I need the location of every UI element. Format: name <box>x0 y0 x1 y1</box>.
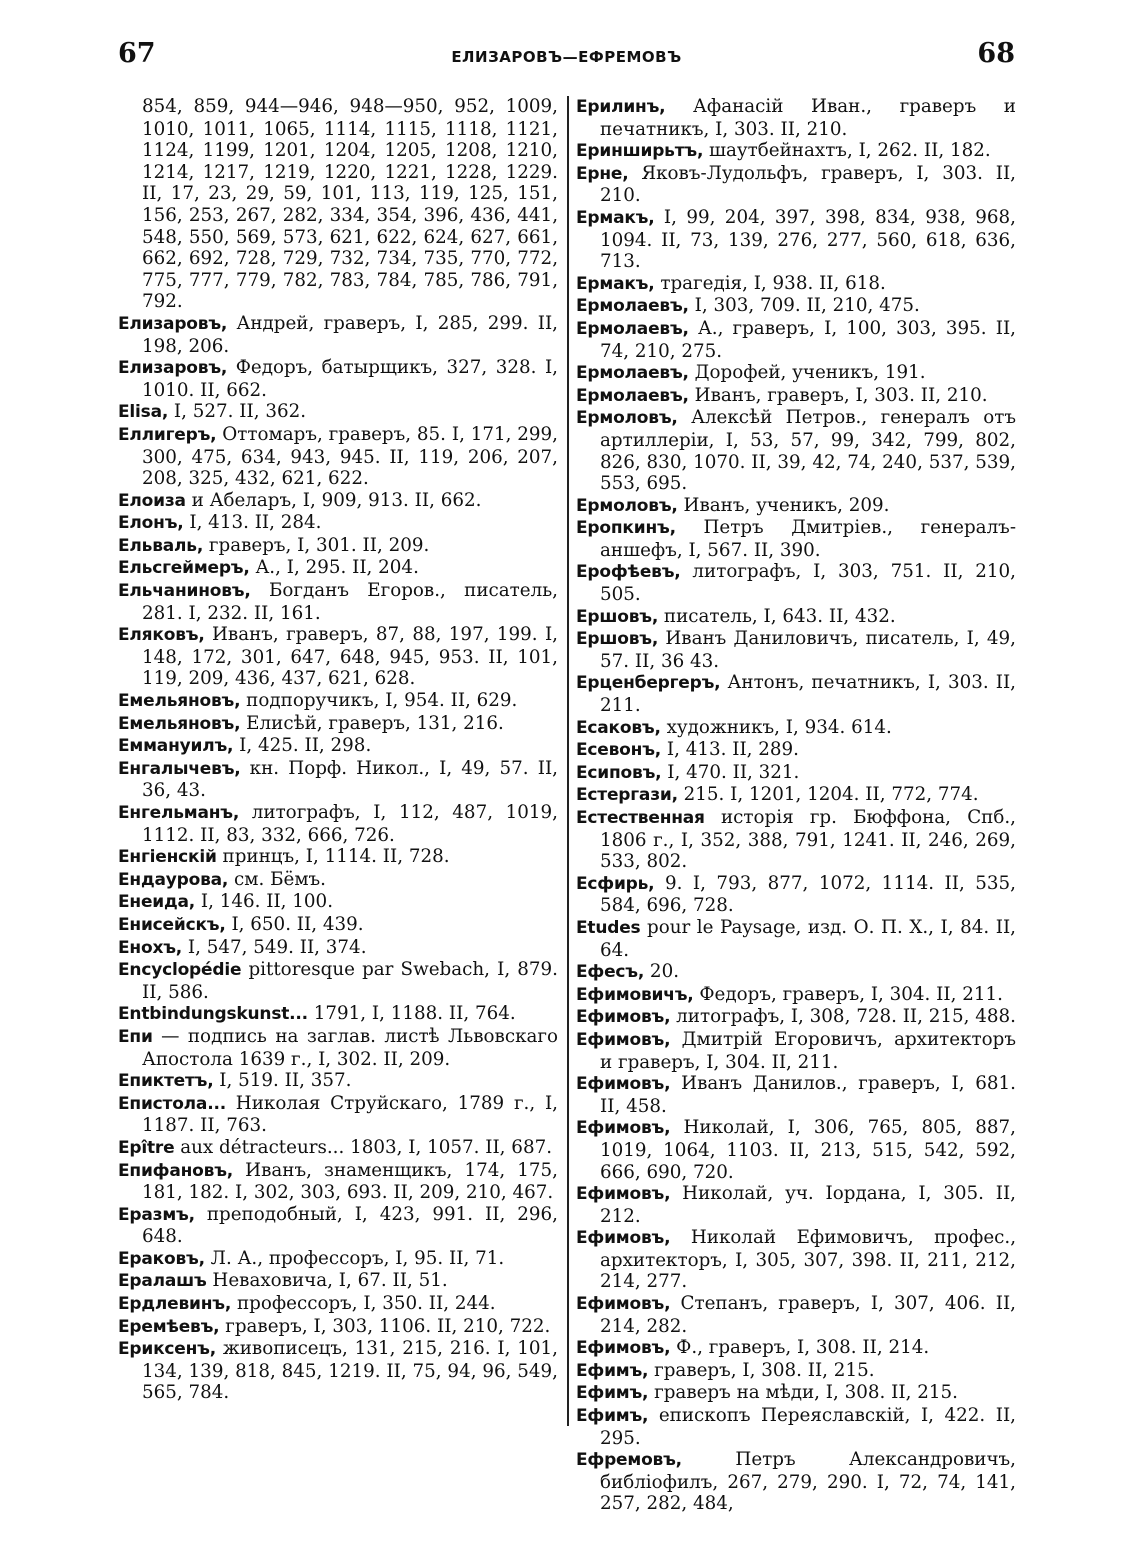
entry-headword: Ефесъ, <box>576 962 645 983</box>
index-entry <box>576 273 1016 296</box>
index-entry <box>576 1006 1016 1029</box>
entry-text: литографъ, I, 308, 728. II, 215, 488. <box>670 1006 1016 1028</box>
entry-headword: Естественная <box>576 808 705 828</box>
index-entry <box>576 362 1016 385</box>
entry-text: Степанъ, граверъ, I, 307, 406. II, 214, 282. <box>600 1293 1016 1337</box>
entry-headword: Есевонъ, <box>576 740 662 761</box>
entry-headword: Епиктетъ, <box>118 1071 214 1092</box>
entry-text: трагедія, I, 938. II, 618. <box>654 272 886 294</box>
index-entry <box>576 96 1016 140</box>
index-entry <box>118 891 558 914</box>
entry-text: Петръ Дмитріев., генералъ-аншефъ, I, 567. II, 390. <box>600 517 1016 561</box>
entry-headword: Епистола... <box>118 1093 226 1114</box>
entry-text: граверъ на мѣди, I, 308. II, 215. <box>648 1382 958 1404</box>
index-entry <box>118 535 558 558</box>
entry-text: I, 470. II, 321. <box>661 761 800 783</box>
entry-text: Дмитрій Егоровичъ, архитекторъ и граверъ, I, 304. II, 211. <box>600 1028 1016 1073</box>
entry-text: 854, 859, 944—946, 948—950, 952, 1009, 1010, 1011, 1065, 1114, 1115, 1118, 1121, 1124, 1199, 1201, 1204, 1205, 1208, 1210, 1214, 1217, 1219, 1220, 1221, 1228, 1229. II, 17, 23, 29, 59, 101, 113, 119, 125, 151, 156, 253, 267, 282, 334, 354, 396, 436, 441, 548, 550, 569, 573, 621, 622, 624, 627, 661, 662, 692, 728, 729, 732, 734, 735, 770, 772, 775, 777, 779, 782, 783, 784, 785, 786, 791, 792. <box>142 96 558 313</box>
index-entry <box>576 1449 1016 1515</box>
entry-headword: Ефимовъ, <box>576 1074 671 1095</box>
entry-headword: Ефимовъ, <box>576 1338 671 1359</box>
entry-text: граверъ, I, 303, 1106. II, 210, 722. <box>219 1315 551 1337</box>
entry-text: А., I, 295. II, 204. <box>249 557 419 579</box>
entry-headword: Ерценбергеръ, <box>576 673 721 694</box>
entry-text: Неваховича, I, 67. II, 51. <box>206 1270 448 1292</box>
index-entry <box>118 1204 558 1248</box>
index-entry <box>576 207 1016 273</box>
entry-headword: Ермолаевъ, <box>576 318 689 339</box>
index-entry <box>576 1227 1016 1293</box>
index-entry <box>576 1073 1016 1117</box>
index-entry <box>576 762 1016 785</box>
entry-text: А., граверъ, I, 100, 303, 395. II, 74, 210, 275. <box>600 317 1016 362</box>
index-entry <box>118 937 558 960</box>
entry-headword: Ермолаевъ, <box>576 296 689 317</box>
index-entry <box>576 407 1016 494</box>
entry-text: Иванъ Данилов., граверъ, I, 681. II, 458. <box>600 1073 1016 1117</box>
index-entry <box>118 1160 558 1204</box>
entry-text: I, 519. II, 357. <box>213 1070 352 1092</box>
entry-text: 215. I, 1201, 1204. II, 772, 774. <box>677 784 979 806</box>
entry-text: Иванъ Даниловичъ, писатель, I, 49, 57. II, 36 43. <box>600 628 1016 672</box>
index-entry <box>576 628 1016 672</box>
column-divider <box>567 96 569 1426</box>
index-entry <box>118 1316 558 1339</box>
index-entry <box>576 1293 1016 1337</box>
entry-text: I, 303, 709. II, 210, 475. <box>688 295 920 317</box>
entry-headword: Ефимъ, <box>576 1406 649 1427</box>
index-entry <box>576 873 1016 917</box>
entry-text: I, 413. II, 284. <box>183 512 322 534</box>
entry-text: I, 650. II, 439. <box>225 913 364 935</box>
entry-headword: Еллигеръ, <box>118 424 217 445</box>
entry-headword: Емельяновъ, <box>118 691 241 712</box>
entry-headword: Ендаурова, <box>118 869 229 890</box>
entry-text: Николай, I, 306, 765, 805, 887, 1019, 1064, 1103. II, 213, 515, 542, 592, 666, 690, 720. <box>600 1117 1016 1183</box>
index-entry <box>118 580 558 624</box>
entry-text: Николая Струйскаго, 1789 г., I, 1187. II, 763. <box>142 1092 558 1137</box>
entry-text: преподобный, I, 423, 991. II, 296, 648. <box>142 1203 558 1248</box>
entry-headword: Ершовъ, <box>576 606 659 627</box>
entry-text: исторія гр. Бюффона, Спб., 1806 г., I, 352, 388, 791, 1241. II, 246, 269, 533, 802. <box>600 807 1016 873</box>
entry-text: 1791, I, 1188. II, 764. <box>307 1003 516 1025</box>
entry-text: Антонъ, печатникъ, I, 303. II, 211. <box>600 672 1016 717</box>
entry-text: Оттомаръ, граверъ, 85. I, 171, 299, 300, 475, 634, 943, 945. II, 119, 206, 207, 208, 325, 432, 621, 622. <box>142 423 558 490</box>
entry-text: Иванъ, граверъ, 87, 88, 197, 199. I, 148, 172, 301, 647, 648, 945, 953. II, 101, 119, 209, 436, 437, 621, 628. <box>142 624 558 690</box>
entry-headword: Елонъ, <box>118 513 184 534</box>
entry-text: принцъ, I, 1114. II, 728. <box>216 846 450 868</box>
index-entry <box>118 1093 558 1137</box>
index-entry <box>576 1183 1016 1227</box>
entry-text: живописецъ, 131, 215, 216. I, 101, 134, 139, 818, 845, 1219. II, 75, 94, 96, 549, 565, 784. <box>142 1338 558 1404</box>
entry-headword: Ерилинъ, <box>576 97 666 117</box>
entry-headword: Elisa, <box>118 402 169 423</box>
entry-text: I, 99, 204, 397, 398, 834, 938, 968, 1094. II, 73, 139, 276, 277, 560, 618, 636, 713. <box>600 206 1016 273</box>
index-entry <box>576 961 1016 984</box>
entry-headword: Ерофѣевъ, <box>576 562 681 583</box>
entry-text: I, 425. II, 298. <box>233 735 372 757</box>
index-entry <box>576 561 1016 605</box>
index-entry <box>118 1003 558 1026</box>
entry-headword: Естергази, <box>576 785 678 806</box>
entry-text: шаутбейнахтъ, I, 262. II, 182. <box>703 140 991 162</box>
entry-text: Алексѣй Петров., генералъ отъ артиллеріи, I, 53, 57, 99, 342, 799, 802, 826, 830, 1070. II, 39, 42, 74, 240, 537, 539, 553, 695. <box>600 407 1016 495</box>
entry-headword: Еразмъ, <box>118 1204 195 1225</box>
index-entry <box>118 490 558 513</box>
entry-headword: Ерне, <box>576 163 629 184</box>
entry-headword: Ефимовъ, <box>576 1118 671 1139</box>
index-entry <box>118 1137 558 1160</box>
entry-headword: Ершовъ, <box>576 629 659 650</box>
entry-headword: Ефремовъ, <box>576 1450 682 1471</box>
entry-text: Ф., граверъ, I, 308. II, 214. <box>670 1337 930 1359</box>
entry-headword: Еринширьтъ, <box>576 141 704 162</box>
entry-text: кн. Порф. Никол., I, 49, 57. II, 36, 43. <box>142 757 558 802</box>
entry-headword: Епи <box>118 1026 153 1047</box>
index-entry <box>118 624 558 690</box>
entry-text: Федоръ, граверъ, I, 304. II, 211. <box>693 983 1003 1005</box>
index-entry <box>576 784 1016 807</box>
index-entry <box>118 959 558 1003</box>
index-entry <box>576 517 1016 561</box>
entry-text: aux détracteurs... 1803, I, 1057. II, 687. <box>174 1136 553 1158</box>
index-entry <box>118 313 558 357</box>
entry-text: граверъ, I, 308. II, 215. <box>648 1359 875 1381</box>
entry-text: I, 146. II, 100. <box>195 891 334 913</box>
entry-headword: Енгельманъ, <box>118 803 240 823</box>
entry-headword: Ераковъ, <box>118 1248 205 1269</box>
index-entry <box>118 96 558 313</box>
index-entry <box>576 1117 1016 1183</box>
entry-text: Иванъ, ученикъ, 209. <box>677 494 890 516</box>
entry-headword: Ефимъ, <box>576 1383 649 1404</box>
entry-text: Иванъ, знаменщикъ, 174, 175, 181, 182. I, 302, 303, 693. II, 209, 210, 467. <box>142 1159 558 1204</box>
entry-headword: Енохъ, <box>118 937 183 958</box>
index-entry <box>576 1337 1016 1360</box>
index-entry <box>576 717 1016 740</box>
entry-text: Богданъ Егоров., писатель, 281. I, 232. II, 161. <box>142 580 558 624</box>
index-entry <box>118 1026 558 1070</box>
index-entry <box>118 735 558 758</box>
entry-text: 9. I, 793, 877, 1072, 1114. II, 535, 584, 696, 728. <box>600 872 1016 917</box>
entry-headword: Ермолаевъ, <box>576 363 689 384</box>
entry-headword: Енгіенскій <box>118 847 217 868</box>
entry-headword: Енисейскъ, <box>118 914 226 935</box>
entry-headword: Ералашъ <box>118 1271 207 1292</box>
index-entry <box>118 424 558 490</box>
index-entry <box>576 1405 1016 1449</box>
entry-headword: Ермоловъ, <box>576 408 678 429</box>
index-entry <box>118 512 558 535</box>
index-entry <box>118 758 558 802</box>
index-entry <box>576 917 1016 961</box>
entry-text: Николай Ефимовичъ, профес., архитекторъ, I, 305, 307, 398. II, 211, 212, 214, 277. <box>600 1227 1016 1293</box>
entry-text: Федоръ, батырщикъ, 327, 328. I, 1010. II, 662. <box>142 357 558 401</box>
entry-headword: Ефимъ, <box>576 1360 649 1381</box>
entry-headword: Ельваль, <box>118 535 204 556</box>
index-entry <box>576 606 1016 629</box>
entry-headword: Епифановъ, <box>118 1160 234 1181</box>
entry-headword: Ефимовъ, <box>576 1029 671 1050</box>
entry-headword: Epître <box>118 1137 175 1158</box>
entry-headword: Entbindungskunst... <box>118 1004 308 1025</box>
index-entry <box>118 1293 558 1316</box>
entry-headword: Елоиза <box>118 490 186 511</box>
entry-text: профессоръ, I, 350. II, 244. <box>231 1293 496 1315</box>
entry-text: и Абеларъ, I, 909, 913. II, 662. <box>185 489 482 511</box>
entry-text: писатель, I, 643. II, 432. <box>658 605 896 627</box>
entry-headword: Ельсгеймеръ, <box>118 558 250 579</box>
entry-text: литографъ, I, 112, 487, 1019, 1112. II, 83, 332, 666, 726. <box>142 802 558 846</box>
index-entry <box>576 672 1016 716</box>
entry-text: Андрей, граверъ, I, 285, 299. II, 198, 206. <box>142 312 558 357</box>
index-entry <box>576 163 1016 207</box>
entry-headword: Есаковъ, <box>576 717 661 738</box>
entry-headword: Ермоловъ, <box>576 495 678 516</box>
index-entry <box>118 713 558 736</box>
entry-headword: Еляковъ, <box>118 625 205 646</box>
entry-text: Афанасій Иван., граверъ и печатникъ, I, 303. II, 210. <box>600 96 1016 140</box>
index-entry <box>118 1270 558 1293</box>
left-column <box>118 96 558 1404</box>
right-page-number: 68 <box>977 38 1015 69</box>
index-entry <box>576 295 1016 318</box>
entry-text: pour le Paysage, изд. О. П. Х., I, 84. II, 64. <box>600 916 1016 961</box>
entry-headword: Еммануилъ, <box>118 736 234 757</box>
entry-text: Яковъ-Лудольфъ, граверъ, I, 303. II, 210. <box>600 162 1016 207</box>
entry-headword: Ефимовъ, <box>576 1184 671 1205</box>
page-header <box>118 38 1015 78</box>
entry-text: 20. <box>644 961 680 983</box>
entry-text: Л. А., профессоръ, I, 95. II, 71. <box>204 1247 505 1269</box>
index-entry <box>118 690 558 713</box>
entry-text: Дорофей, ученикъ, 191. <box>688 362 926 384</box>
entry-headword: Емельяновъ, <box>118 713 241 734</box>
index-entry <box>576 984 1016 1007</box>
entry-headword: Ердлевинъ, <box>118 1294 232 1315</box>
index-entry <box>118 1248 558 1271</box>
index-entry <box>118 1338 558 1404</box>
index-entry <box>118 802 558 846</box>
index-entry <box>576 1382 1016 1405</box>
index-entry <box>118 846 558 869</box>
entry-text: Николай, уч. Іордана, I, 305. II, 212. <box>600 1183 1016 1227</box>
index-entry <box>576 807 1016 873</box>
entry-headword: Ефимовичъ, <box>576 984 694 1005</box>
index-entry <box>118 1070 558 1093</box>
entry-headword: Ермакъ, <box>576 273 655 294</box>
entry-headword: Елизаровъ, <box>118 358 228 379</box>
entry-text: граверъ, I, 301. II, 209. <box>203 534 430 556</box>
index-entry <box>576 739 1016 762</box>
entry-headword: Еропкинъ, <box>576 518 676 539</box>
entry-headword: Енеида, <box>118 892 196 913</box>
entry-headword: Еремѣевъ, <box>118 1316 220 1337</box>
entry-headword: Елизаровъ, <box>118 313 228 334</box>
entry-text: Иванъ, граверъ, I, 303. II, 210. <box>688 384 988 406</box>
entry-headword: Ефимовъ, <box>576 1007 671 1028</box>
entry-headword: Ериксенъ, <box>118 1339 217 1360</box>
index-entry <box>118 557 558 580</box>
entry-headword: Ефимовъ, <box>576 1294 671 1315</box>
index-entry <box>576 385 1016 408</box>
entry-text: I, 527. II, 362. <box>168 401 307 423</box>
entry-text: подпоручикъ, I, 954. II, 629. <box>240 690 518 712</box>
index-entry <box>576 318 1016 362</box>
entry-headword: Есиповъ, <box>576 762 662 783</box>
entry-headword: Ефимовъ, <box>576 1228 671 1249</box>
entry-headword: Ермолаевъ, <box>576 385 689 406</box>
entry-headword: Енгалычевъ, <box>118 758 241 779</box>
index-entry <box>118 401 558 424</box>
entry-headword: Есфирь, <box>576 873 655 894</box>
entry-text: — подпись на заглав. листѣ Львовскаго Апостола 1639 г., I, 302. II, 209. <box>142 1025 558 1070</box>
index-entry <box>576 495 1016 518</box>
entry-text: художникъ, I, 934. 614. <box>660 716 892 738</box>
right-column <box>576 96 1016 1515</box>
left-page-number: 67 <box>118 38 156 69</box>
index-entry <box>576 140 1016 163</box>
entry-text: I, 413. II, 289. <box>661 739 799 761</box>
index-entry <box>118 914 558 937</box>
entry-text: pittoresque par Swebach, I, 879. II, 586. <box>142 959 558 1003</box>
index-entry <box>576 1029 1016 1073</box>
entry-text: см. Бёмъ. <box>228 868 326 890</box>
index-entry <box>576 1360 1016 1383</box>
entry-headword: Etudes <box>576 917 641 938</box>
entry-text: епископъ Переяславскій, I, 422. II, 295. <box>600 1405 1016 1449</box>
index-entry <box>118 869 558 892</box>
entry-headword: Ермакъ, <box>576 207 655 228</box>
entry-text: Елисѣй, граверъ, 131, 216. <box>240 712 504 734</box>
entry-text: литографъ, I, 303, 751. II, 210, 505. <box>600 561 1016 606</box>
entry-headword: Encyclopédie <box>118 960 242 981</box>
entry-text: Петръ Александровичъ, библіофилъ, 267, 279, 290. I, 72, 74, 141, 257, 282, 484, <box>600 1449 1016 1515</box>
running-title: ЕЛИЗАРОВЪ—ЕФРЕМОВЪ <box>451 48 682 66</box>
index-entry <box>118 357 558 401</box>
entry-headword: Ельчаниновъ, <box>118 581 251 602</box>
entry-text: I, 547, 549. II, 374. <box>182 936 367 958</box>
